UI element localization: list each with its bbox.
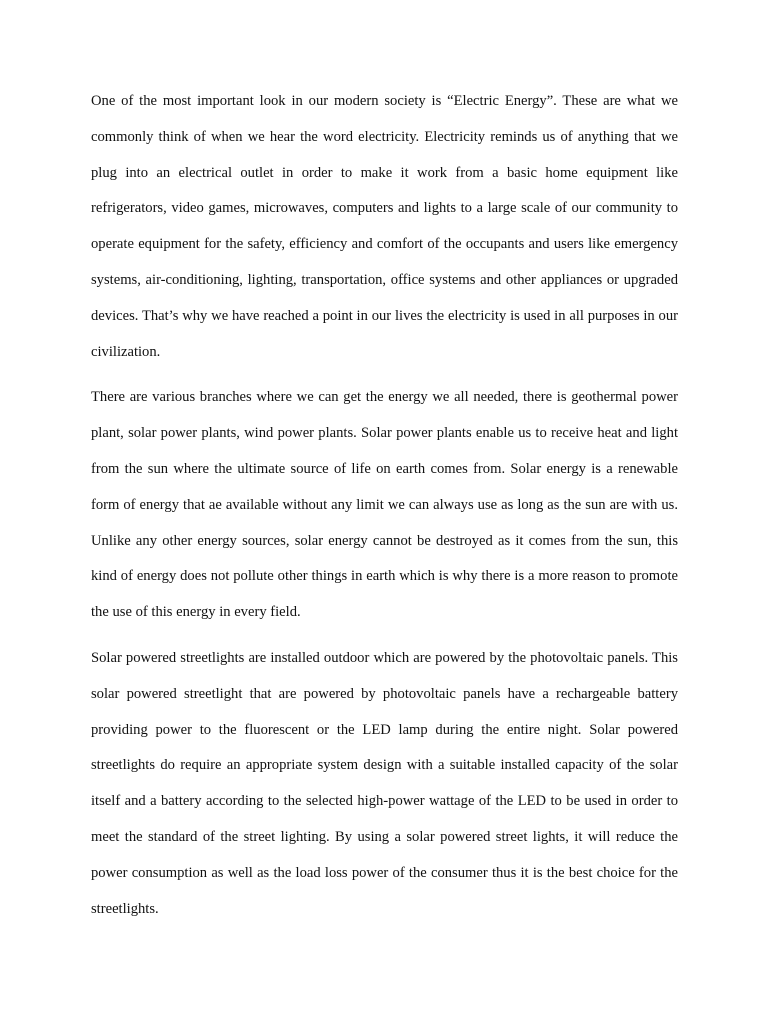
paragraph-electric-energy: One of the most important look in our modern society is “Electric Energy”. These are what we commonly think of when we hear the word electricity. Electricity reminds us of anything that we plug into an electrical outlet in order to make it work from a basic home equipment like refrigerators, video games, microwaves, computers and lights to a large scale of our community to operate equipment for the safety, efficiency and comfort of the occupants and users like emergency systems, air-conditioning, lighting, transportation, office systems and other appliances or upgraded devices. That’s why we have reached a point in our lives the electricity is used in all purposes in our civilization. <box>91 93 678 360</box>
document-page <box>91 84 678 927</box>
paragraph-energy-sources: There are various branches where we can get the energy we all needed, there is geothermal power plant, solar power plants, wind power plants. Solar power plants enable us to receive heat and light from the sun where the ultimate source of life on earth comes from. Solar energy is a renewable form of energy that ae available without any limit we can always use as long as the sun are with us. Unlike any other energy sources, solar energy cannot be destroyed as it comes from the sun, this kind of energy does not pollute other things in earth which is why there is a more reason to promote the use of this energy in every field. <box>91 389 678 621</box>
paragraph-solar-streetlights: Solar powered streetlights are installed outdoor which are powered by the photovoltaic panels. This solar powered streetlight that are powered by photovoltaic panels have a rechargeable battery providing power to the fluorescent or the LED lamp during the entire night. Solar powered streetlights do require an appropriate system design with a suitable installed capacity of the solar itself and a battery according to the selected high-power wattage of the LED to be used in order to meet the standard of the street lighting. By using a solar powered street lights, it will reduce the power consumption as well as the load loss power of the consumer thus it is the best choice for the streetlights. <box>91 649 678 917</box>
